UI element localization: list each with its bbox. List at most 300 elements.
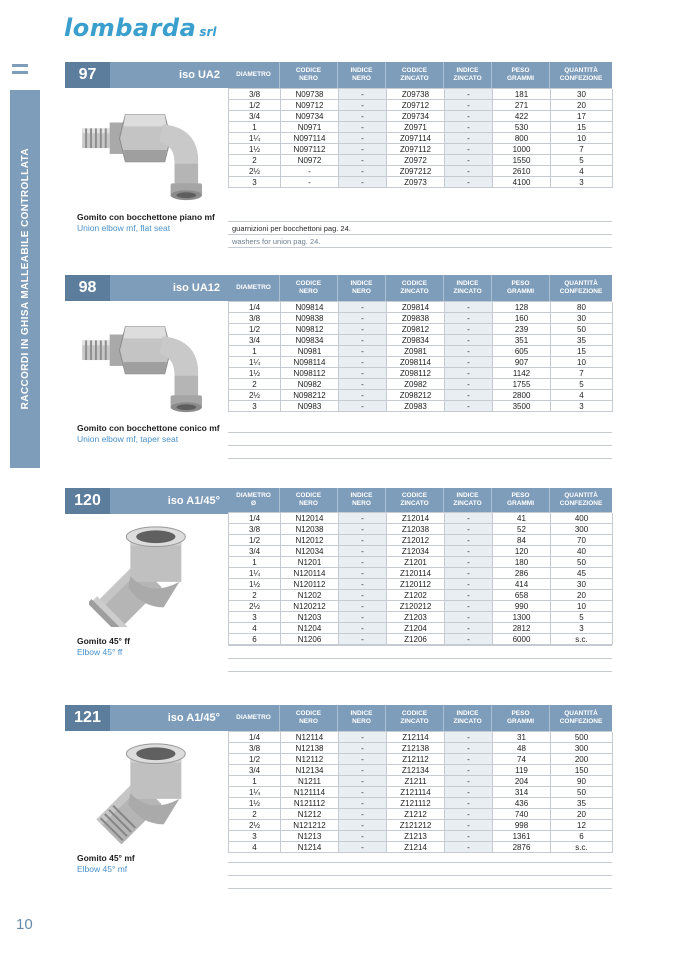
table-cell: 41: [493, 513, 551, 524]
table-cell: Z097112: [387, 144, 445, 155]
column-header: PESO GRAMMI: [492, 62, 550, 88]
table-cell: -: [445, 379, 493, 390]
table-cell: -: [339, 302, 387, 313]
table-cell: Z0971: [387, 122, 445, 133]
table-row: [229, 831, 612, 842]
table-cell: 3/4: [229, 546, 281, 557]
table-row: [229, 535, 612, 546]
table-cell: 5: [551, 612, 613, 623]
table-cell: N1213: [281, 831, 339, 842]
column-header: QUANTITÀ CONFEZIONE: [559, 491, 603, 507]
table-row: [229, 546, 612, 557]
table-cell: -: [445, 842, 493, 853]
table-cell: -: [445, 144, 493, 155]
table-cell: -: [339, 357, 387, 368]
note-text: guarnizioni per bocchettoni pag. 24.: [232, 223, 351, 233]
table-cell: -: [445, 546, 493, 557]
table-cell: -: [445, 776, 493, 787]
table-cell: Z12012: [387, 535, 445, 546]
table-cell: N09814: [281, 302, 339, 313]
table-cell: -: [445, 568, 493, 579]
table-cell: 1½: [229, 798, 281, 809]
caption-english: Union elbow mf, flat seat: [77, 223, 171, 234]
table-row: [229, 133, 612, 144]
table-cell: -: [339, 335, 387, 346]
table-cell: -: [339, 313, 387, 324]
table-cell: -: [339, 765, 387, 776]
table-cell: N1212: [281, 809, 339, 820]
table-cell: -: [445, 557, 493, 568]
table-cell: -: [445, 357, 493, 368]
product-table: [228, 488, 612, 672]
product-iso-label: iso A1/45°: [110, 705, 228, 731]
column-header: INDICE ZINCATO: [444, 275, 492, 301]
table-cell: -: [339, 390, 387, 401]
table-cell: 436: [493, 798, 551, 809]
table-cell: Z121112: [387, 798, 445, 809]
table-cell: N09834: [281, 335, 339, 346]
table-cell: Z12034: [387, 546, 445, 557]
table-cell: Z1204: [387, 623, 445, 634]
table-cell: 907: [493, 357, 551, 368]
table-spacer: [228, 412, 612, 432]
table-cell: N1203: [281, 612, 339, 623]
table-cell: -: [445, 579, 493, 590]
table-row: [229, 765, 612, 776]
table-cell: -: [339, 743, 387, 754]
table-cell: Z1212: [387, 809, 445, 820]
table-cell: -: [445, 155, 493, 166]
table-cell: -: [339, 111, 387, 122]
table-cell: -: [445, 535, 493, 546]
sidebar-category-label: RACCORDI IN GHISA MALLEABILE CONTROLLATA: [19, 148, 31, 410]
table-cell: 1/4: [229, 732, 281, 743]
table-cell: Z121114: [387, 787, 445, 798]
table-cell: 3: [551, 623, 613, 634]
table-cell: 2800: [493, 390, 551, 401]
table-row: [229, 776, 612, 787]
column-header: CODICE ZINCATO: [386, 275, 444, 301]
table-cell: 2½: [229, 820, 281, 831]
table-cell: -: [445, 831, 493, 842]
table-row: [229, 820, 612, 831]
table-row: [229, 557, 612, 568]
table-cell: -: [281, 177, 339, 188]
table-row: [229, 346, 612, 357]
column-header: CODICE ZINCATO: [386, 705, 444, 731]
table-cell: N0972: [281, 155, 339, 166]
table-row: [229, 100, 612, 111]
product-captions: [65, 212, 228, 248]
caption-english: Elbow 45° ff: [77, 647, 123, 658]
caption-english: Union elbow mf, taper seat: [77, 434, 179, 445]
table-notes: [228, 862, 612, 889]
table-cell: N121114: [281, 787, 339, 798]
table-cell: 740: [493, 809, 551, 820]
table-cell: Z121212: [387, 820, 445, 831]
table-cell: N098212: [281, 390, 339, 401]
elbow-45-photo: [89, 740, 205, 844]
table-cell: 300: [551, 743, 613, 754]
table-cell: -: [339, 776, 387, 787]
table-row: [229, 302, 612, 313]
caption-italian: Gomito 45° ff: [77, 635, 130, 646]
table-cell: -: [445, 732, 493, 743]
table-cell: Z097212: [387, 166, 445, 177]
table-cell: N097114: [281, 133, 339, 144]
column-header: DIAMETRO: [228, 62, 280, 88]
table-cell: 128: [493, 302, 551, 313]
logo-suffix: srl: [199, 25, 217, 39]
table-cell: -: [339, 590, 387, 601]
table-cell: Z1201: [387, 557, 445, 568]
table-cell: 84: [493, 535, 551, 546]
product-captions: [65, 636, 228, 672]
table-cell: -: [339, 732, 387, 743]
note-row: [228, 646, 612, 659]
table-cell: 400: [551, 513, 613, 524]
table-cell: Z0973: [387, 177, 445, 188]
table-cell: Z120114: [387, 568, 445, 579]
table-cell: 4: [551, 166, 613, 177]
table-cell: Z098114: [387, 357, 445, 368]
table-body: [228, 301, 612, 412]
table-cell: 1¼: [229, 133, 281, 144]
table-cell: 4100: [493, 177, 551, 188]
table-cell: 530: [493, 122, 551, 133]
table-cell: N09838: [281, 313, 339, 324]
table-cell: Z1211: [387, 776, 445, 787]
table-cell: -: [445, 754, 493, 765]
table-cell: Z09712: [387, 100, 445, 111]
product-table: [228, 62, 612, 248]
table-cell: Z1213: [387, 831, 445, 842]
table-cell: -: [339, 379, 387, 390]
table-cell: -: [339, 401, 387, 412]
table-cell: -: [445, 590, 493, 601]
column-header: INDICE NERO: [338, 62, 386, 88]
table-cell: N12134: [281, 765, 339, 776]
table-cell: 52: [493, 524, 551, 535]
table-cell: -: [339, 155, 387, 166]
table-cell: 422: [493, 111, 551, 122]
table-cell: 181: [493, 89, 551, 100]
table-cell: 48: [493, 743, 551, 754]
caption-italian: Gomito 45° mf: [77, 852, 135, 863]
table-row: [229, 842, 612, 853]
table-row: [229, 335, 612, 346]
product-left-panel: [65, 275, 228, 459]
product-number: 120: [65, 488, 110, 514]
table-row: [229, 590, 612, 601]
table-cell: -: [339, 144, 387, 155]
table-cell: 414: [493, 579, 551, 590]
table-cell: -: [339, 524, 387, 535]
table-cell: -: [445, 765, 493, 776]
table-row: [229, 368, 612, 379]
table-row: [229, 568, 612, 579]
table-cell: s.c.: [551, 634, 613, 645]
table-cell: 1/2: [229, 100, 281, 111]
column-header: INDICE ZINCATO: [444, 488, 492, 512]
table-cell: N12038: [281, 524, 339, 535]
table-cell: 3/8: [229, 743, 281, 754]
table-cell: 1755: [493, 379, 551, 390]
table-cell: 4: [229, 623, 281, 634]
table-header-row: [228, 62, 612, 88]
table-cell: 1: [229, 346, 281, 357]
note-row: [228, 863, 612, 876]
table-cell: 50: [551, 787, 613, 798]
table-cell: -: [339, 546, 387, 557]
table-cell: 45: [551, 568, 613, 579]
table-cell: -: [445, 302, 493, 313]
product-header: [65, 488, 228, 514]
table-row: [229, 732, 612, 743]
table-cell: -: [445, 133, 493, 144]
table-cell: 10: [551, 133, 613, 144]
table-row: [229, 787, 612, 798]
column-header: PESO GRAMMI: [492, 488, 550, 512]
table-cell: -: [339, 346, 387, 357]
table-cell: 204: [493, 776, 551, 787]
table-cell: 35: [551, 798, 613, 809]
product-block-97: [65, 62, 612, 248]
note-row: [228, 222, 612, 235]
table-header-row: [228, 275, 612, 301]
table-row: [229, 579, 612, 590]
table-cell: 1300: [493, 612, 551, 623]
table-cell: 120: [493, 546, 551, 557]
table-row: [229, 357, 612, 368]
note-row: [228, 446, 612, 459]
table-cell: N09812: [281, 324, 339, 335]
table-cell: -: [339, 579, 387, 590]
table-cell: -: [445, 100, 493, 111]
table-cell: 20: [551, 590, 613, 601]
table-cell: 74: [493, 754, 551, 765]
table-cell: N12114: [281, 732, 339, 743]
column-header: CODICE ZINCATO: [386, 62, 444, 88]
product-photo: [65, 301, 228, 423]
table-cell: -: [339, 100, 387, 111]
table-cell: -: [339, 513, 387, 524]
table-cell: 20: [551, 100, 613, 111]
table-cell: 3/4: [229, 765, 281, 776]
table-cell: 10: [551, 357, 613, 368]
table-cell: -: [445, 401, 493, 412]
table-cell: -: [339, 535, 387, 546]
table-cell: N1201: [281, 557, 339, 568]
table-cell: 2876: [493, 842, 551, 853]
table-cell: 1000: [493, 144, 551, 155]
table-cell: 30: [551, 313, 613, 324]
table-cell: 3/4: [229, 335, 281, 346]
table-cell: -: [339, 166, 387, 177]
table-cell: 3/4: [229, 111, 281, 122]
table-notes: [228, 432, 612, 459]
table-cell: -: [445, 820, 493, 831]
column-header: CODICE NERO: [280, 705, 338, 731]
table-cell: N0982: [281, 379, 339, 390]
table-cell: 30: [551, 579, 613, 590]
table-cell: 6000: [493, 634, 551, 645]
table-cell: N12138: [281, 743, 339, 754]
table-cell: 2: [229, 590, 281, 601]
table-cell: Z12014: [387, 513, 445, 524]
table-cell: 351: [493, 335, 551, 346]
table-cell: N09734: [281, 111, 339, 122]
table-cell: -: [339, 809, 387, 820]
table-cell: -: [445, 390, 493, 401]
table-row: [229, 313, 612, 324]
table-spacer: [228, 188, 612, 221]
table-cell: N09738: [281, 89, 339, 100]
table-cell: Z12114: [387, 732, 445, 743]
table-cell: 998: [493, 820, 551, 831]
column-header: INDICE NERO: [338, 275, 386, 301]
table-cell: -: [445, 601, 493, 612]
table-cell: 160: [493, 313, 551, 324]
table-row: [229, 743, 612, 754]
product-photo: [65, 731, 228, 853]
product-table: [228, 705, 612, 889]
table-cell: 1: [229, 122, 281, 133]
table-cell: Z12112: [387, 754, 445, 765]
product-block-98: [65, 275, 612, 459]
table-cell: -: [339, 787, 387, 798]
table-cell: Z0982: [387, 379, 445, 390]
table-cell: -: [339, 324, 387, 335]
table-cell: Z098212: [387, 390, 445, 401]
product-number: 97: [65, 62, 110, 88]
table-row: [229, 111, 612, 122]
table-cell: N121112: [281, 798, 339, 809]
table-cell: Z09838: [387, 313, 445, 324]
table-row: [229, 155, 612, 166]
table-cell: Z12134: [387, 765, 445, 776]
table-cell: 2½: [229, 390, 281, 401]
table-cell: 80: [551, 302, 613, 313]
table-cell: -: [445, 634, 493, 645]
table-cell: 658: [493, 590, 551, 601]
table-cell: -: [445, 787, 493, 798]
table-cell: 15: [551, 122, 613, 133]
table-cell: 605: [493, 346, 551, 357]
table-cell: -: [445, 612, 493, 623]
table-cell: N098114: [281, 357, 339, 368]
table-cell: 271: [493, 100, 551, 111]
product-captions: [65, 423, 228, 459]
column-header: PESO GRAMMI: [492, 705, 550, 731]
table-cell: -: [339, 754, 387, 765]
table-row: [229, 379, 612, 390]
table-cell: -: [445, 177, 493, 188]
table-cell: 1¼: [229, 787, 281, 798]
caption-italian: Gomito con bocchettone conico mf: [77, 422, 220, 433]
union-elbow-photo: [78, 307, 216, 417]
table-cell: -: [339, 133, 387, 144]
product-captions: [65, 853, 228, 889]
table-cell: 6: [551, 831, 613, 842]
product-left-panel: [65, 705, 228, 889]
table-cell: 20: [551, 809, 613, 820]
table-cell: 90: [551, 776, 613, 787]
column-header: INDICE ZINCATO: [444, 62, 492, 88]
table-cell: N1204: [281, 623, 339, 634]
table-cell: 3: [229, 612, 281, 623]
table-cell: N097112: [281, 144, 339, 155]
table-header-row: [228, 488, 612, 512]
table-cell: 1142: [493, 368, 551, 379]
table-cell: N1202: [281, 590, 339, 601]
product-block-120: [65, 488, 612, 672]
column-header: DIAMETRO: [228, 275, 280, 301]
table-cell: Z120212: [387, 601, 445, 612]
column-header: QUANTITÀ CONFEZIONE: [559, 709, 603, 725]
table-cell: 5: [551, 155, 613, 166]
product-iso-label: iso A1/45°: [110, 488, 228, 514]
table-cell: 40: [551, 546, 613, 557]
table-cell: 50: [551, 557, 613, 568]
table-cell: N120114: [281, 568, 339, 579]
table-cell: 800: [493, 133, 551, 144]
table-cell: Z09738: [387, 89, 445, 100]
table-cell: N09712: [281, 100, 339, 111]
table-cell: N121212: [281, 820, 339, 831]
table-cell: -: [445, 335, 493, 346]
table-cell: Z0972: [387, 155, 445, 166]
table-cell: Z1214: [387, 842, 445, 853]
table-cell: 2610: [493, 166, 551, 177]
table-cell: -: [445, 313, 493, 324]
caption-english: Elbow 45° mf: [77, 864, 128, 875]
table-cell: -: [445, 324, 493, 335]
note-text: washers for union pag. 24.: [232, 236, 321, 246]
table-cell: 4: [551, 390, 613, 401]
table-cell: 990: [493, 601, 551, 612]
product-header: [65, 275, 228, 301]
table-cell: Z1203: [387, 612, 445, 623]
table-cell: -: [339, 634, 387, 645]
table-cell: 1/2: [229, 754, 281, 765]
table-cell: -: [445, 89, 493, 100]
elbow-45-photo: [89, 523, 205, 627]
table-cell: -: [445, 524, 493, 535]
table-cell: -: [445, 798, 493, 809]
table-cell: 3500: [493, 401, 551, 412]
table-cell: N1211: [281, 776, 339, 787]
table-cell: -: [281, 166, 339, 177]
table-cell: 1: [229, 557, 281, 568]
table-cell: N098112: [281, 368, 339, 379]
table-cell: 180: [493, 557, 551, 568]
table-cell: -: [445, 809, 493, 820]
table-row: [229, 166, 612, 177]
table-cell: 15: [551, 346, 613, 357]
table-cell: 3/8: [229, 313, 281, 324]
table-row: [229, 798, 612, 809]
table-cell: N1214: [281, 842, 339, 853]
table-body: [228, 88, 612, 188]
table-cell: 50: [551, 324, 613, 335]
note-row: [228, 876, 612, 889]
product-left-panel: [65, 488, 228, 672]
table-cell: 314: [493, 787, 551, 798]
table-cell: -: [445, 166, 493, 177]
table-cell: -: [339, 612, 387, 623]
table-cell: N12112: [281, 754, 339, 765]
